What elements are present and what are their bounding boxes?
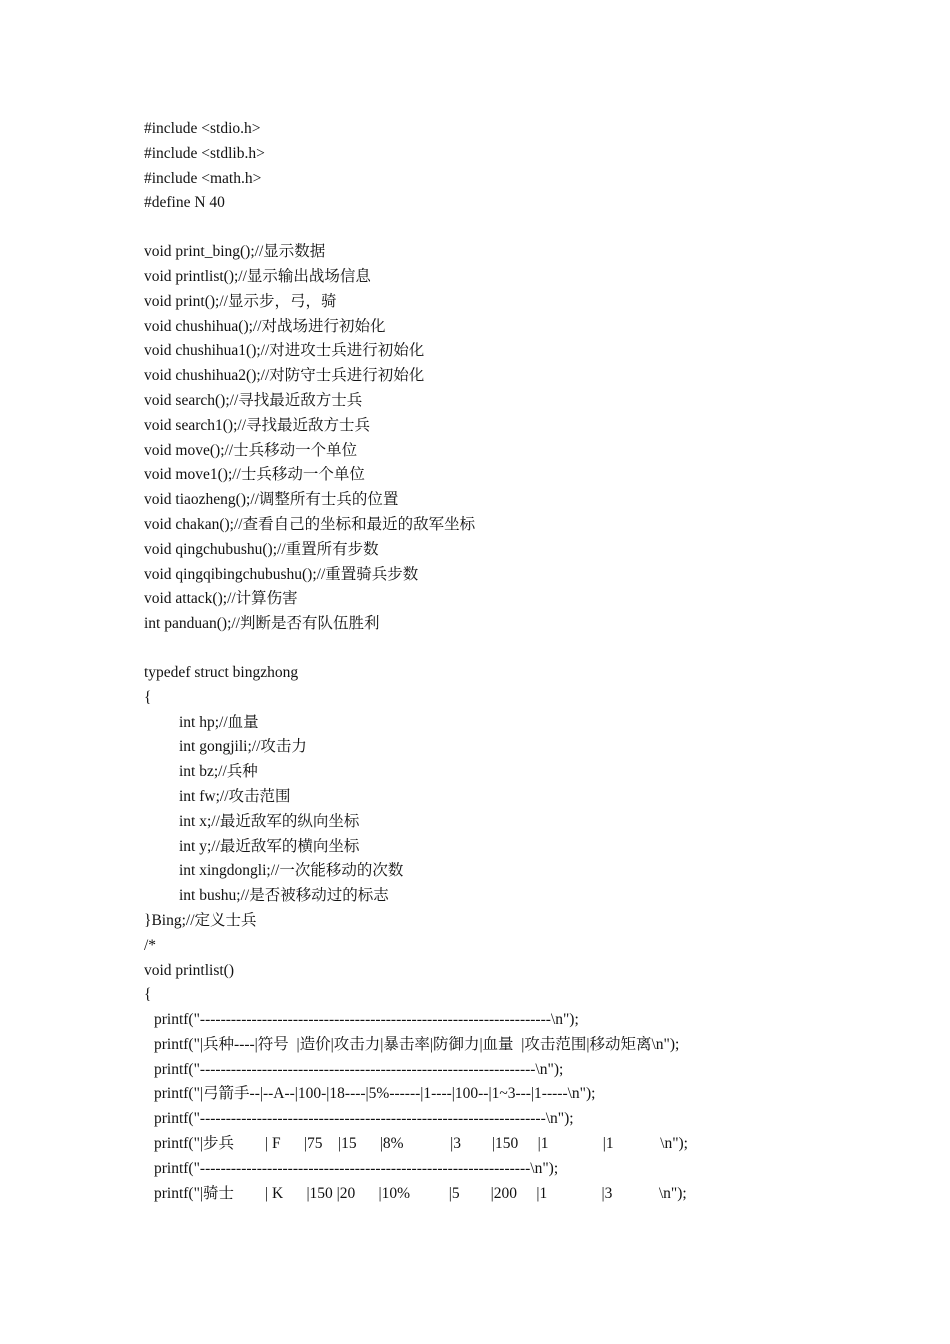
code-line: void attack();//计算伤害 xyxy=(144,590,298,608)
code-line: void printlist() xyxy=(144,961,234,979)
code-line: #include <math.h> xyxy=(144,169,262,187)
code-line: void move();//士兵移动一个单位 xyxy=(144,441,358,459)
code-line xyxy=(144,216,904,240)
code-line: int x;//最近敌军的纵向坐标 xyxy=(179,812,360,830)
code-line: { xyxy=(144,986,152,1004)
code-line: void tiaozheng();//调整所有士兵的位置 xyxy=(144,491,399,509)
code-line: void printlist();//显示输出战场信息 xyxy=(144,267,371,285)
code-line: #define N 40 xyxy=(144,194,225,212)
code-line xyxy=(144,637,904,661)
code-line: int xingdongli;//一次能移动的次数 xyxy=(179,862,404,880)
code-line: printf("|骑士 | K |150 |20 |10% |5 |200 |1 |3 \n"); xyxy=(154,1184,687,1202)
code-line: void move1();//士兵移动一个单位 xyxy=(144,466,365,484)
code-line: int fw;//攻击范围 xyxy=(179,787,291,805)
code-line: void search1();//寻找最近敌方士兵 xyxy=(144,416,371,434)
code-line: #include <stdlib.h> xyxy=(144,144,265,162)
code-line: printf("|步兵 | F |75 |15 |8% |3 |150 |1 |1 \n"); xyxy=(154,1135,688,1153)
code-line: printf("|弓箭手--|--A--|100-|18----|5%------|1----|100--|1~3---|1-----\n"); xyxy=(154,1085,596,1103)
code-line: int bushu;//是否被移动过的标志 xyxy=(179,887,389,905)
code-line: void print_bing();//显示数据 xyxy=(144,243,326,261)
code-line: printf("----------------------------------------------------------------\n"); xyxy=(154,1159,559,1177)
code-line: #include <stdio.h> xyxy=(144,120,261,137)
code-line: printf("--------------------------------------------------------------------\n"); xyxy=(154,1011,579,1029)
code-line: printf("-----------------------------------------------------------------\n"); xyxy=(154,1060,564,1078)
code-line: void qingqibingchubushu();//重置骑兵步数 xyxy=(144,565,419,583)
code-line: int hp;//血量 xyxy=(179,713,259,731)
code-line: typedef struct bingzhong xyxy=(144,663,299,681)
code-line: int bz;//兵种 xyxy=(179,763,258,781)
code-line: printf("-------------------------------------------------------------------\n"); xyxy=(154,1110,574,1128)
code-line: void chushihua();//对战场进行初始化 xyxy=(144,317,386,335)
code-line: int gongjili;//攻击力 xyxy=(179,738,307,756)
code-listing xyxy=(144,117,904,1206)
code-line: void chushihua1();//对进攻士兵进行初始化 xyxy=(144,342,425,360)
code-line: /* xyxy=(144,936,157,954)
code-line: int panduan();//判断是否有队伍胜利 xyxy=(144,615,380,633)
code-line: printf("|兵种----|符号 |造价|攻击力|暴击率|防御力|血量 |攻击范围|移动矩离\n"); xyxy=(154,1035,680,1053)
code-line: void search();//寻找最近敌方士兵 xyxy=(144,391,363,409)
code-line: }Bing;//定义士兵 xyxy=(144,911,257,929)
code-line: { xyxy=(144,688,152,706)
code-line: void chushihua2();//对防守士兵进行初始化 xyxy=(144,367,425,385)
code-line: void qingchubushu();//重置所有步数 xyxy=(144,540,379,558)
code-line: int y;//最近敌军的横向坐标 xyxy=(179,837,360,855)
code-line: void chakan();//查看自己的坐标和最近的敌军坐标 xyxy=(144,515,476,533)
code-line: void print();//显示步，弓，骑 xyxy=(144,292,337,310)
